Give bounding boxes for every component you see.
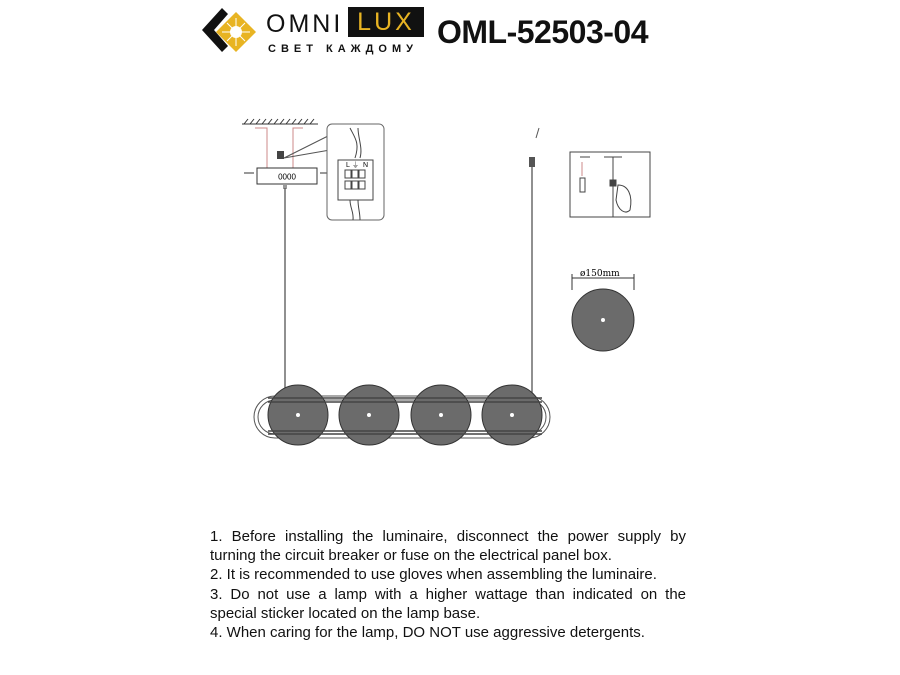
cable-gripper	[529, 157, 535, 167]
canopy-label: 0000	[278, 172, 296, 182]
ceiling-hatch	[242, 119, 318, 124]
terminal-label-ground: ⏚	[352, 162, 359, 169]
instruction-item: 2. It is recommended to use gloves when assembling the luminaire.	[210, 566, 657, 584]
cable-adjust-detail	[570, 152, 650, 217]
instruction-item: 4. When caring for the lamp, DO NOT use aggressive detergents.	[210, 624, 645, 642]
model-number: OML-52503-04	[437, 14, 648, 50]
instruction-item: 1. Before installing the luminaire, disconnect the power supply by turning the circuit breaker or fuse on the electrical panel box.	[210, 528, 686, 565]
terminal-label-l: L	[346, 162, 350, 169]
diameter-label: ø150mm	[580, 269, 620, 279]
brand-name-omni: OMNI	[266, 10, 344, 38]
fixture-shades	[268, 385, 542, 445]
brand-name-lux: LUX	[348, 7, 424, 37]
shade-dimension	[572, 269, 634, 351]
brand-tagline: СВЕТ КАЖДОМУ	[268, 43, 418, 55]
safety-instructions	[210, 527, 686, 642]
instruction-item: 3. Do not use a lamp with a higher wattage than indicated on the special sticker located on the lamp base.	[210, 585, 686, 622]
cable-tip	[536, 128, 539, 138]
terminal-label-n: N	[363, 162, 369, 169]
